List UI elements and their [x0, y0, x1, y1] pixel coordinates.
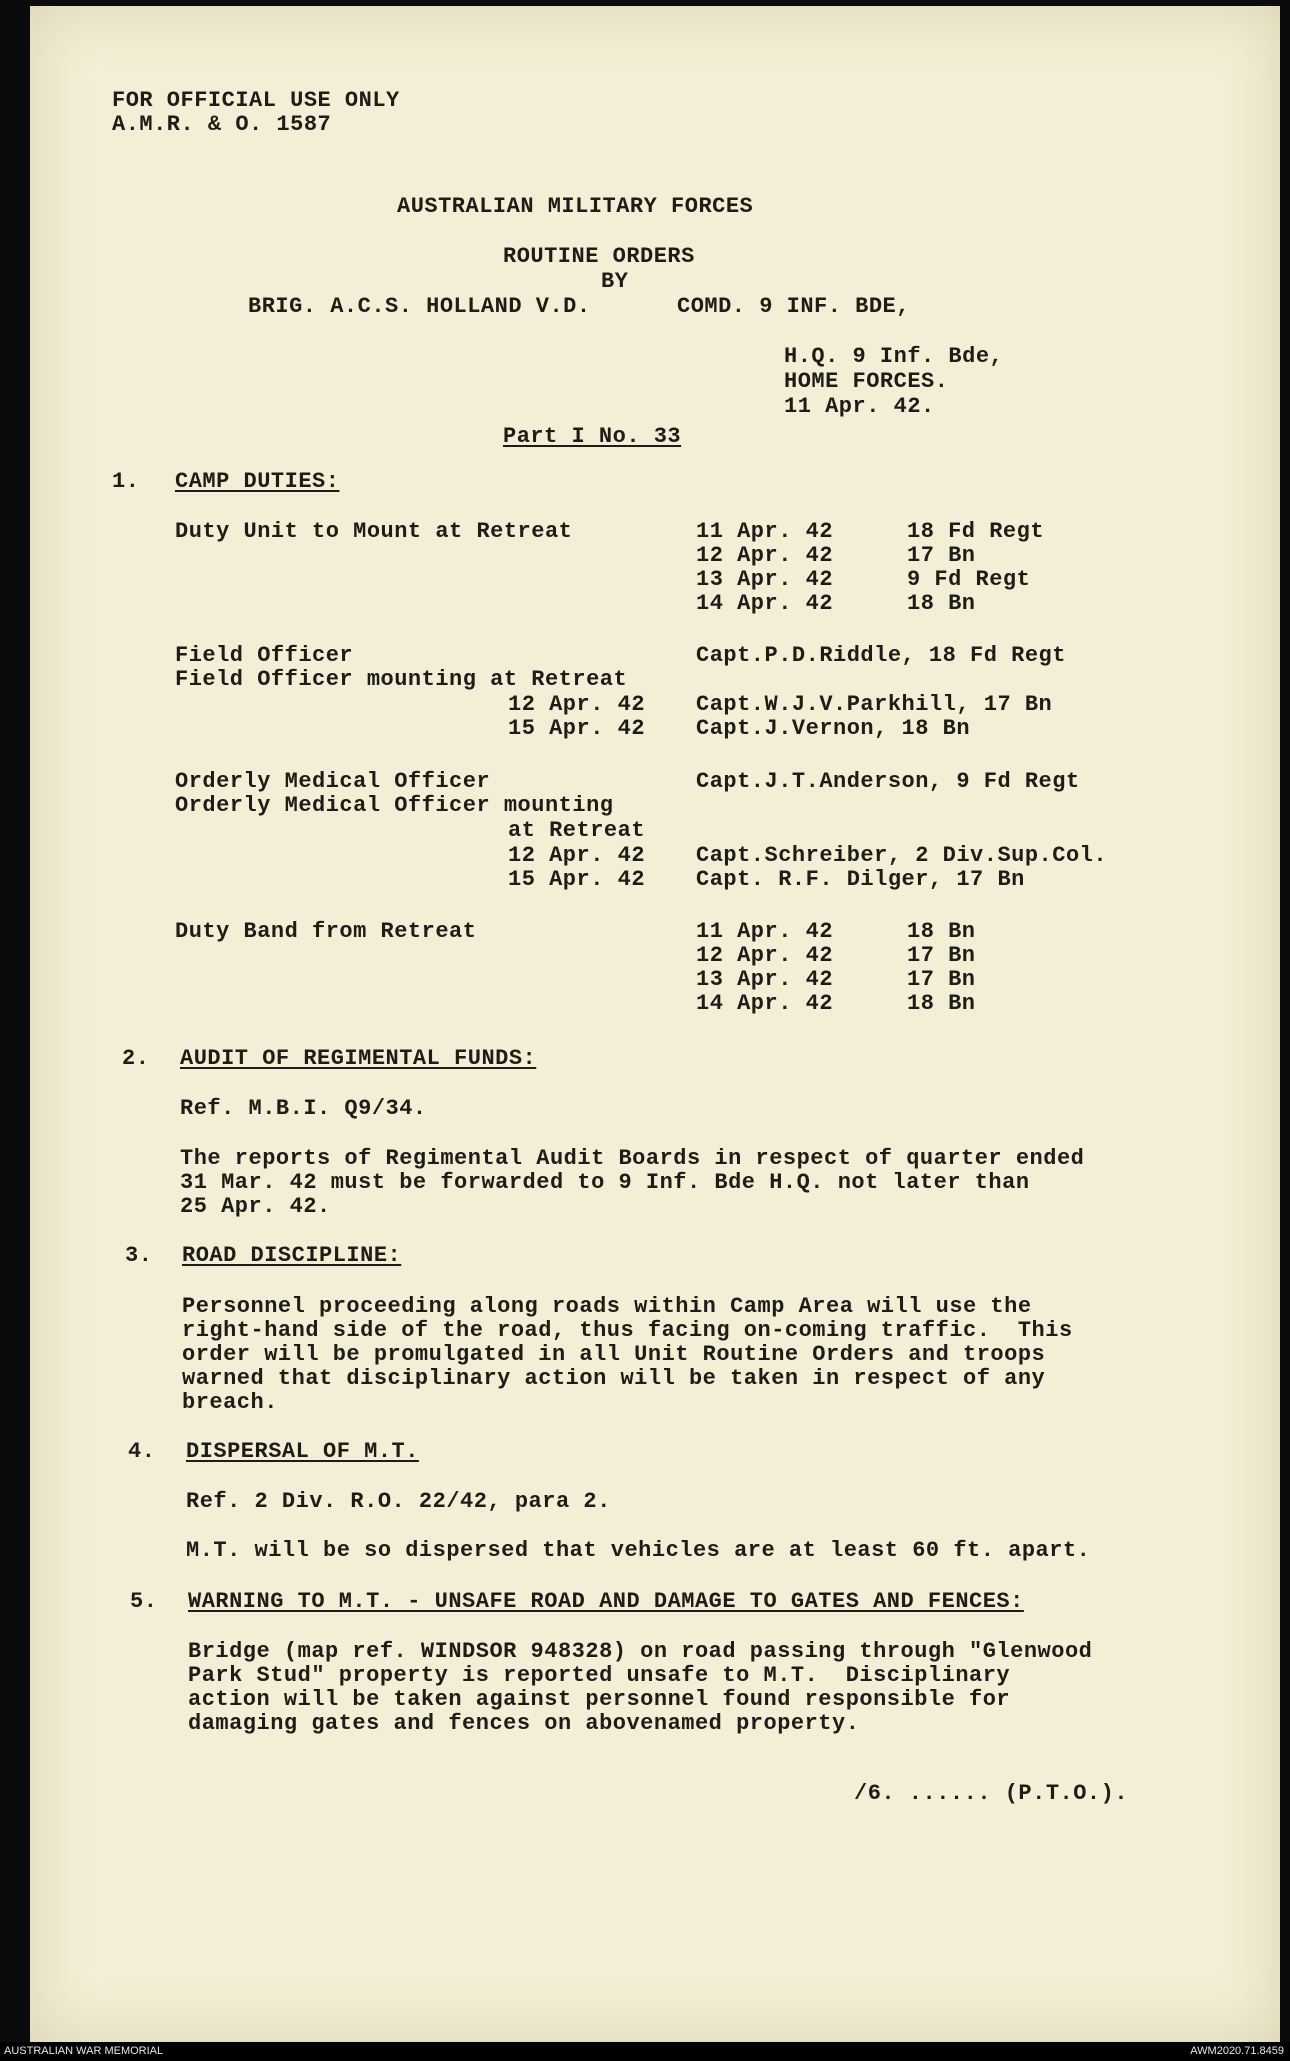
document-title: AUSTRALIAN MILITARY FORCES	[397, 194, 754, 219]
omo-at-retreat: at Retreat	[508, 818, 646, 843]
section-number: 2.	[122, 1046, 150, 1071]
body-line: damaging gates and fences on abovenamed property.	[188, 1711, 860, 1736]
section-number: 5.	[130, 1589, 158, 1614]
section-heading: CAMP DUTIES:	[175, 469, 340, 494]
section-heading: DISPERSAL OF M.T.	[186, 1439, 419, 1464]
document-page	[30, 6, 1280, 2042]
reference-number: A.M.R. & O. 1587	[112, 112, 332, 137]
omo-value: Capt.J.T.Anderson, 9 Fd Regt	[696, 769, 1080, 794]
hq-date: 11 Apr. 42.	[784, 394, 935, 419]
band-label: Duty Band from Retreat	[175, 919, 477, 944]
archive-footer	[0, 2042, 1290, 2061]
roster-date: 13 Apr. 42	[696, 567, 834, 592]
roster-unit: 18 Fd Regt	[907, 519, 1045, 544]
body-line: right-hand side of the road, thus facing on-coming traffic. This	[182, 1318, 1073, 1343]
fo-name: Capt.W.J.V.Parkhill, 17 Bn	[696, 692, 1053, 717]
section-ref: Ref. 2 Div. R.O. 22/42, para 2.	[186, 1489, 611, 1514]
section-number: 1.	[112, 469, 140, 494]
roster-unit: 17 Bn	[907, 943, 976, 968]
section-heading: AUDIT OF REGIMENTAL FUNDS:	[180, 1046, 537, 1071]
roster-date: 12 Apr. 42	[696, 943, 834, 968]
footer-right: AWM2020.71.8459	[1190, 2045, 1284, 2057]
roster-date: 13 Apr. 42	[696, 967, 834, 992]
roster-unit: 17 Bn	[907, 543, 976, 568]
by-line: BY	[601, 269, 629, 294]
section-heading: ROAD DISCIPLINE:	[182, 1243, 402, 1268]
fo-name: Capt.J.Vernon, 18 Bn	[696, 716, 971, 741]
body-line: warned that disciplinary action will be taken in respect of any	[182, 1366, 1046, 1391]
duty-unit-label: Duty Unit to Mount at Retreat	[175, 519, 573, 544]
roster-unit: 18 Bn	[907, 919, 976, 944]
fo-date: 12 Apr. 42	[508, 692, 646, 717]
section-number: 3.	[125, 1243, 153, 1268]
fo-mounting-label: Field Officer mounting at Retreat	[175, 667, 628, 692]
section-ref: Ref. M.B.I. Q9/34.	[180, 1096, 427, 1121]
roster-date: 14 Apr. 42	[696, 591, 834, 616]
fo-date: 15 Apr. 42	[508, 716, 646, 741]
document-subtitle: ROUTINE ORDERS	[503, 244, 695, 269]
roster-unit: 18 Bn	[907, 991, 976, 1016]
field-officer-label: Field Officer	[175, 643, 354, 668]
body-line: Personnel proceeding along roads within Camp Area will use the	[182, 1294, 1032, 1319]
body-line: 31 Mar. 42 must be forwarded to 9 Inf. Bde H.Q. not later than	[180, 1170, 1030, 1195]
section-heading: WARNING TO M.T. - UNSAFE ROAD AND DAMAGE TO GATES AND FENCES:	[188, 1589, 1024, 1614]
field-officer-value: Capt.P.D.Riddle, 18 Fd Regt	[696, 643, 1066, 668]
omo-date: 15 Apr. 42	[508, 867, 646, 892]
official-use-line: FOR OFFICIAL USE ONLY	[112, 88, 400, 113]
footer-left: AUSTRALIAN WAR MEMORIAL	[4, 2045, 164, 2057]
roster-unit: 9 Fd Regt	[907, 567, 1031, 592]
part-number: Part I No. 33	[503, 424, 682, 449]
commander: BRIG. A.C.S. HOLLAND V.D.	[248, 294, 591, 319]
roster-unit: 17 Bn	[907, 967, 976, 992]
body-line: 25 Apr. 42.	[180, 1194, 331, 1219]
omo-date: 12 Apr. 42	[508, 843, 646, 868]
body-line: Bridge (map ref. WINDSOR 948328) on road passing through "Glenwood	[188, 1639, 1093, 1664]
hq-line-1: H.Q. 9 Inf. Bde,	[784, 344, 1004, 369]
body-line: M.T. will be so dispersed that vehicles are at least 60 ft. apart.	[186, 1538, 1091, 1563]
roster-unit: 18 Bn	[907, 591, 976, 616]
body-line: Park Stud" property is reported unsafe to M.T. Disciplinary	[188, 1663, 1011, 1688]
body-line: breach.	[182, 1390, 278, 1415]
body-line: order will be promulgated in all Unit Routine Orders and troops	[182, 1342, 1046, 1367]
continuation-note: /6. ...... (P.T.O.).	[854, 1781, 1129, 1806]
omo-name: Capt. R.F. Dilger, 17 Bn	[696, 867, 1025, 892]
roster-date: 11 Apr. 42	[696, 919, 834, 944]
omo-name: Capt.Schreiber, 2 Div.Sup.Col.	[696, 843, 1108, 868]
omo-label: Orderly Medical Officer	[175, 769, 491, 794]
body-line: The reports of Regimental Audit Boards in respect of quarter ended	[180, 1146, 1085, 1171]
omo-mounting-label: Orderly Medical Officer mounting	[175, 793, 614, 818]
body-line: action will be taken against personnel found responsible for	[188, 1687, 1011, 1712]
roster-date: 11 Apr. 42	[696, 519, 834, 544]
hq-line-2: HOME FORCES.	[784, 369, 949, 394]
roster-date: 14 Apr. 42	[696, 991, 834, 1016]
section-number: 4.	[128, 1439, 156, 1464]
command: COMD. 9 INF. BDE,	[677, 294, 910, 319]
roster-date: 12 Apr. 42	[696, 543, 834, 568]
